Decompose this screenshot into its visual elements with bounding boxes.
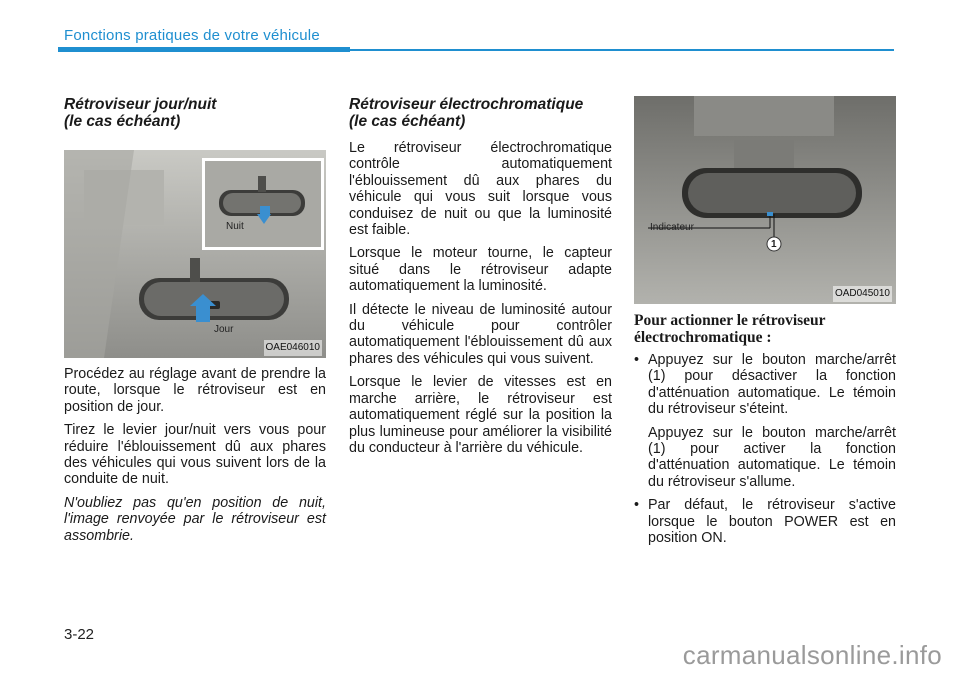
paragraph: Tirez le levier jour/nuit vers vous pour réduire l'éblouissement dû aux phares des véhicules qui vous suivent lors de la conduite de nuit.: [64, 422, 326, 488]
bullet-icon: •: [634, 497, 640, 514]
day-night-mirror-figure: [64, 150, 326, 358]
watermark: carmanualsonline.info: [682, 640, 942, 670]
callout-number: 1: [771, 239, 777, 250]
note-paragraph: N'oubliez pas qu'en position de nuit, l'image renvoyée par le rétroviseur est assombrie.: [64, 494, 326, 544]
operation-subheading: Pour actionner le rétroviseur électrochromatique :: [634, 312, 826, 346]
night-label: Nuit: [226, 221, 244, 232]
list-item: • Appuyez sur le bouton marche/arrêt (1) pour désactiver la fonction d'atténuation automatique. Le témoin du rétroviseur s'éteint. Appuyez sur le bouton marche/arrêt (1) pour activer la fonction d'atténuation automatique. Le témoin du rétroviseur s'allume.: [634, 352, 896, 490]
bullet-icon: •: [634, 352, 640, 368]
indicator-led-icon: [767, 212, 773, 216]
paragraph: Il détecte le niveau de luminosité autour du véhicule pour contrôler automatiquement l'éblouissement dû aux phares des véhicules qui vous suivent.: [349, 301, 612, 367]
paragraph: Lorsque le moteur tourne, le capteur situé dans le rétroviseur adapte automatiquement la luminosité.: [349, 245, 612, 295]
figure-code: OAD045010: [833, 286, 892, 302]
figure-code: OAE046010: [264, 340, 323, 356]
day-night-mirror-heading: Rétroviseur jour/nuit (le cas échéant): [64, 96, 217, 130]
instruction-list: [634, 352, 896, 546]
indicator-label: Indicateur: [650, 222, 694, 233]
mirror-photo-illustration: [64, 150, 326, 358]
header-accent-bar: [58, 47, 350, 52]
page-number: 3-22: [64, 626, 95, 643]
section-title: Fonctions pratiques de votre véhicule: [64, 27, 320, 44]
day-label: Jour: [214, 324, 234, 335]
electrochromic-mirror-heading: Rétroviseur électrochromatique (le cas échéant): [349, 96, 584, 130]
ec-mirror-photo-illustration: [634, 96, 896, 304]
right-column: [634, 96, 896, 553]
middle-column: [349, 96, 612, 463]
list-item: • Par défaut, le rétroviseur s'active lorsque le bouton POWER est en position ON.: [634, 497, 896, 547]
left-column: [64, 96, 326, 551]
paragraph: Lorsque le levier de vitesses est en marche arrière, le rétroviseur est automatiquement réglé sur la position la plus lumineuse pour améliorer la visibilité du conducteur à l'arrière du véhicule.: [349, 374, 612, 456]
electrochromic-mirror-figure: [634, 96, 896, 304]
header-rule: [350, 49, 894, 51]
paragraph: Procédez au réglage avant de prendre la route, lorsque le rétroviseur est en position de jour.: [64, 366, 326, 415]
paragraph: Le rétroviseur électrochromatique contrôle automatiquement l'éblouissement dû aux phares du véhicule qui vous suit lorsque vous conduisez de nuit ou que la luminosité est faible.: [349, 140, 612, 239]
